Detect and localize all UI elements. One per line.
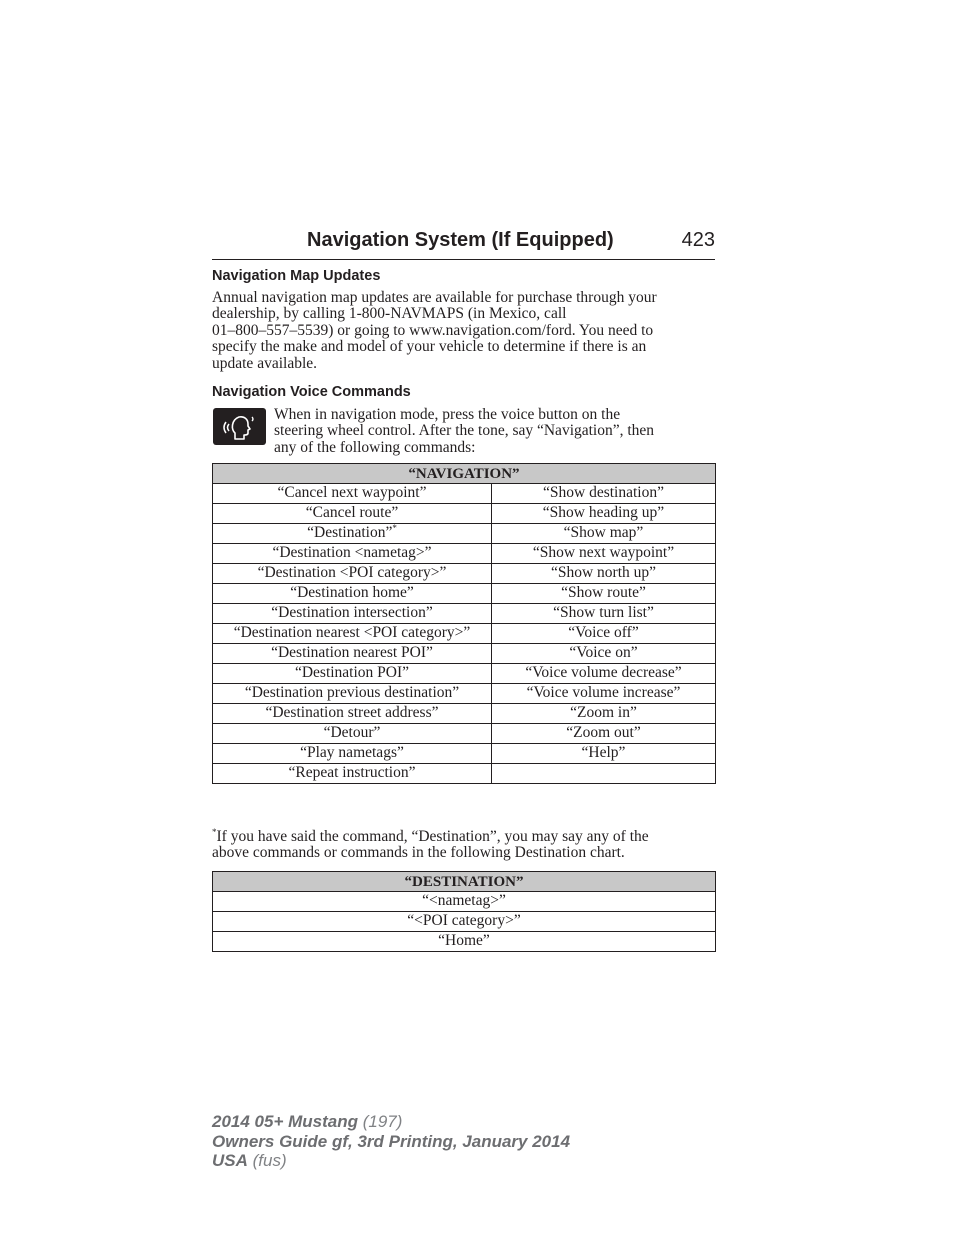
table-row: “Destination”* “Show map” bbox=[213, 524, 716, 544]
footnote: *If you have said the command, “Destination”, you may say any of the above commands or commands in the following Destination chart. bbox=[212, 827, 649, 862]
table-header-row bbox=[213, 872, 716, 892]
section-title: Navigation System (If Equipped) bbox=[307, 229, 614, 251]
destination-table-header: “DESTINATION” bbox=[213, 872, 716, 892]
page-number: 423 bbox=[681, 229, 715, 251]
map-updates-heading: Navigation Map Updates bbox=[212, 268, 381, 284]
navigation-commands-table bbox=[212, 463, 716, 784]
footnote-marker: * bbox=[392, 523, 397, 533]
voice-commands-paragraph: When in navigation mode, press the voice button on the steering wheel control. After the tone, say “Navigation”, then any of the following commands: bbox=[274, 406, 655, 456]
table-row: “<nametag>” bbox=[213, 892, 716, 912]
table-row: “Cancel next waypoint” “Show destination” bbox=[213, 484, 716, 504]
table-row: “Detour” “Zoom out” bbox=[213, 724, 716, 744]
table-header-row bbox=[213, 464, 716, 484]
table-row: “Home” bbox=[213, 932, 716, 952]
table-row: “Cancel route” “Show heading up” bbox=[213, 504, 716, 524]
table-row: “Destination POI” “Voice volume decrease” bbox=[213, 664, 716, 684]
table-row: “Destination previous destination” “Voice volume increase” bbox=[213, 684, 716, 704]
table-row: “Destination street address” “Zoom in” bbox=[213, 704, 716, 724]
voice-commands-heading: Navigation Voice Commands bbox=[212, 384, 411, 400]
table-row: “Repeat instruction” bbox=[213, 764, 716, 784]
map-updates-paragraph: Annual navigation map updates are available for purchase through your dealership, by calling 1-800-NAVMAPS (in Mexico, call 01–800–557–5539) or going to www.navigation.com/ford. You need to specify the make and model of your vehicle to determine if there is an update available. bbox=[212, 289, 657, 372]
navigation-table-header: “NAVIGATION” bbox=[213, 464, 716, 484]
table-row: “Destination intersection” “Show turn list” bbox=[213, 604, 716, 624]
page-header bbox=[212, 228, 715, 260]
destination-commands-table bbox=[212, 871, 716, 952]
page-footer: 2014 05+ Mustang (197) Owners Guide gf, 3rd Printing, January 2014 USA (fus) bbox=[212, 1112, 571, 1170]
footnote-marker: * bbox=[212, 827, 217, 837]
table-row: “Destination <nametag>” “Show next waypoint” bbox=[213, 544, 716, 564]
table-row: “<POI category>” bbox=[213, 912, 716, 932]
table-row: “Destination nearest <POI category>” “Voice off” bbox=[213, 624, 716, 644]
voice-command-icon bbox=[213, 408, 266, 445]
table-row: “Destination home” “Show route” bbox=[213, 584, 716, 604]
table-row: “Destination <POI category>” “Show north up” bbox=[213, 564, 716, 584]
table-row: “Destination nearest POI” “Voice on” bbox=[213, 644, 716, 664]
table-row: “Play nametags” “Help” bbox=[213, 744, 716, 764]
